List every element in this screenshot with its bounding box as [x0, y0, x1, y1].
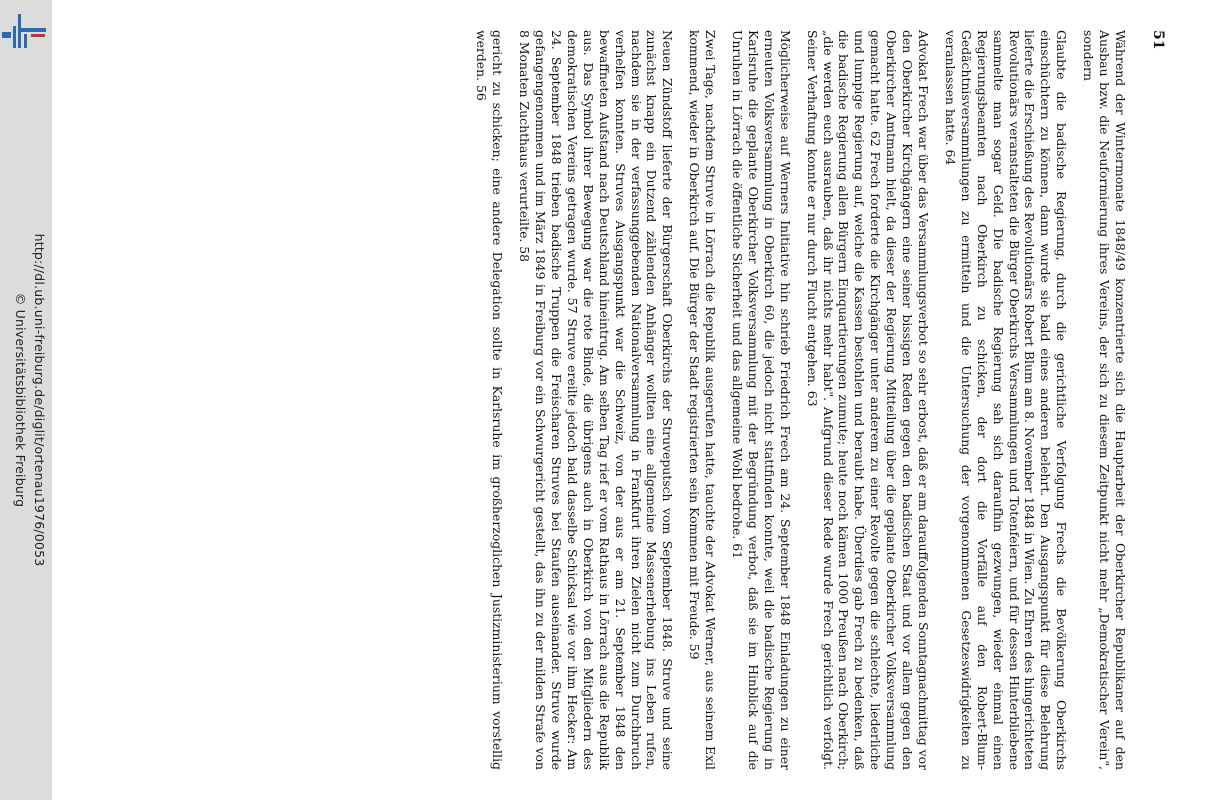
- paragraph: Neuen Zündstoff lieferte der Bürgerschaft Oberkirchs der Struveputsch vom September 1848. Struve und seine zunächst knapp ein Dutzend zählenden Anhänger wollten eine allgemeine Massenerhebung ins Leben rufen, nachdem sie in der verfassunggebenden Nationalversammlung in Frankfurt ihren Zielen nicht zum Durchbruch verhelfen konnten. Struves Ausgangspunkt war die Schweiz, von der aus er am 21. September 1848 den bewaffneten Aufstand nach Deutschland hineintrug. Am selben Tag rief er vom Rathaus in Lörrach aus die Republik aus. Das Symbol ihrer Bewegung war die rote Binde, die übrigens auch in Oberkirch von den Mitgliedern des demokratischen Vereins getragen wurde. 57 Struve ereilte jedoch bald dasselbe Schicksal wie vor ihm Hecker: Am 24. September 1848 trieben badische Truppen die Freischaren Struves bei Staufen auseinander. Struve wurde gefangengenommen und im März 1849 in Freiburg vor ein Schwurgericht gestellt, das ihn zu der milden Strafe von 8 Monaten Zuchthaus verurteilte. 58: [517, 30, 676, 770]
- paragraph: Zwei Tage, nachdem Struve in Lörrach die Republik ausgerufen hatte, tauchte der Advokat Werner, aus seinem Exil kommend, wieder in Oberkirch auf. Die Bürger der Stadt registrierten sein Kommen mit Freude. 59: [687, 30, 719, 770]
- page-body: [462, 30, 1128, 770]
- scanned-page: [86, 30, 1186, 770]
- source-url[interactable]: http://dl.ub.uni-freiburg.de/diglit/ortenau1976/0053: [32, 233, 47, 567]
- paragraph: Möglicherweise auf Werners Initiative hin schrieb Friedrich Frech am 24. September 1848 Einladungen zu einer erneuten Volksversammlung in Oberkirch 60, die jedoch nicht stattfinden konnte, weil die badische Regierung in Karlsruhe die geplante Oberkircher Volksversammlung mit der Begründung verbot, daß sie im Hinblick auf die Unruhen in Lörrach die öffentliche Sicherheit und das allgemeine Wohl bedrohe. 61: [730, 30, 793, 770]
- copyright-text: © Universitätsbibliothek Freiburg: [13, 292, 28, 508]
- paragraph: Advokat Frech war über das Versammlungsverbot so sehr erbost, daß er am darauffolgenden Sonntagnachmittag vor den Oberkircher Kirchgängern eine seiner bissigen Reden gegen den badischen Staat und vor allem gegen den Oberkircher Amtmann hielt, da dieser der Regierung Mitteilung über die geplante Oberkircher Volksversammlung gemacht hatte. 62 Frech forderte die Kirchgänger unter anderem zu einer Revolte gegen die schlechte, liederliche und lumpige Regierung auf, welche die Kassen bestohlen und beraubt habe. Überdies gab Frech zu bedenken, daß die badische Regierung allen Bürgern Einquartierungen zumute; heute noch kämen 1000 Preußen nach Oberkirch; „die werden euch ausrauben, daß ihr nichts mehr habt". Aufgrund dieser Rede wurde Frech gerichtlich verfolgt. Seiner Verhaftung konnte er nur durch Flucht entgehen. 63: [804, 30, 932, 770]
- scanned-page-area: [52, 0, 1220, 800]
- page-number: 51: [1150, 30, 1166, 50]
- viewer-sidebar: [0, 0, 52, 800]
- paragraph: Während der Wintermonate 1848/49 konzentrierte sich die Hauptarbeit der Oberkircher Republikaner auf den Ausbau bzw. die Neuformierung ihres Vereins, der sich zu diesem Zeitpunkt nicht mehr „Demokratischer Verein", sondern: [1081, 30, 1128, 770]
- paragraph: Glaubte die badische Regierung, durch die gerichtliche Verfolgung Frechs die Bevölkerung Oberkirchs einschüchtern zu können, dann wurde sie bald eines anderen belehrt. Den Ausgangspunkt für diese Belehrung lieferte die Erschießung des Revolutionärs Robert Blum am 8. November 1848 in Wien. Zu Ehren des hingerichteten Revolutionärs veranstalteten die Bürger Oberkirchs Versammlungen und Totenfeiern, und für dessen Hinterbliebene sammelte man sogar Geld. Die badische Regierung sah sich daraufhin gezwungen, wieder einmal einen Regierungsbeamten nach Oberkirch zu schicken, der dort die Vorfälle auf den Robert-Blum-Gedächtnisversammlungen zu ermitteln und die Untersuchung der vorgenommenen Gesetzeswidrigkeiten zu veranlassen hatte. 64: [942, 30, 1070, 770]
- paragraph: gericht zu schicken; eine andere Delegation sollte in Karlsruhe im großherzoglichen Justizministerium vorstellig werden. 56: [474, 30, 506, 770]
